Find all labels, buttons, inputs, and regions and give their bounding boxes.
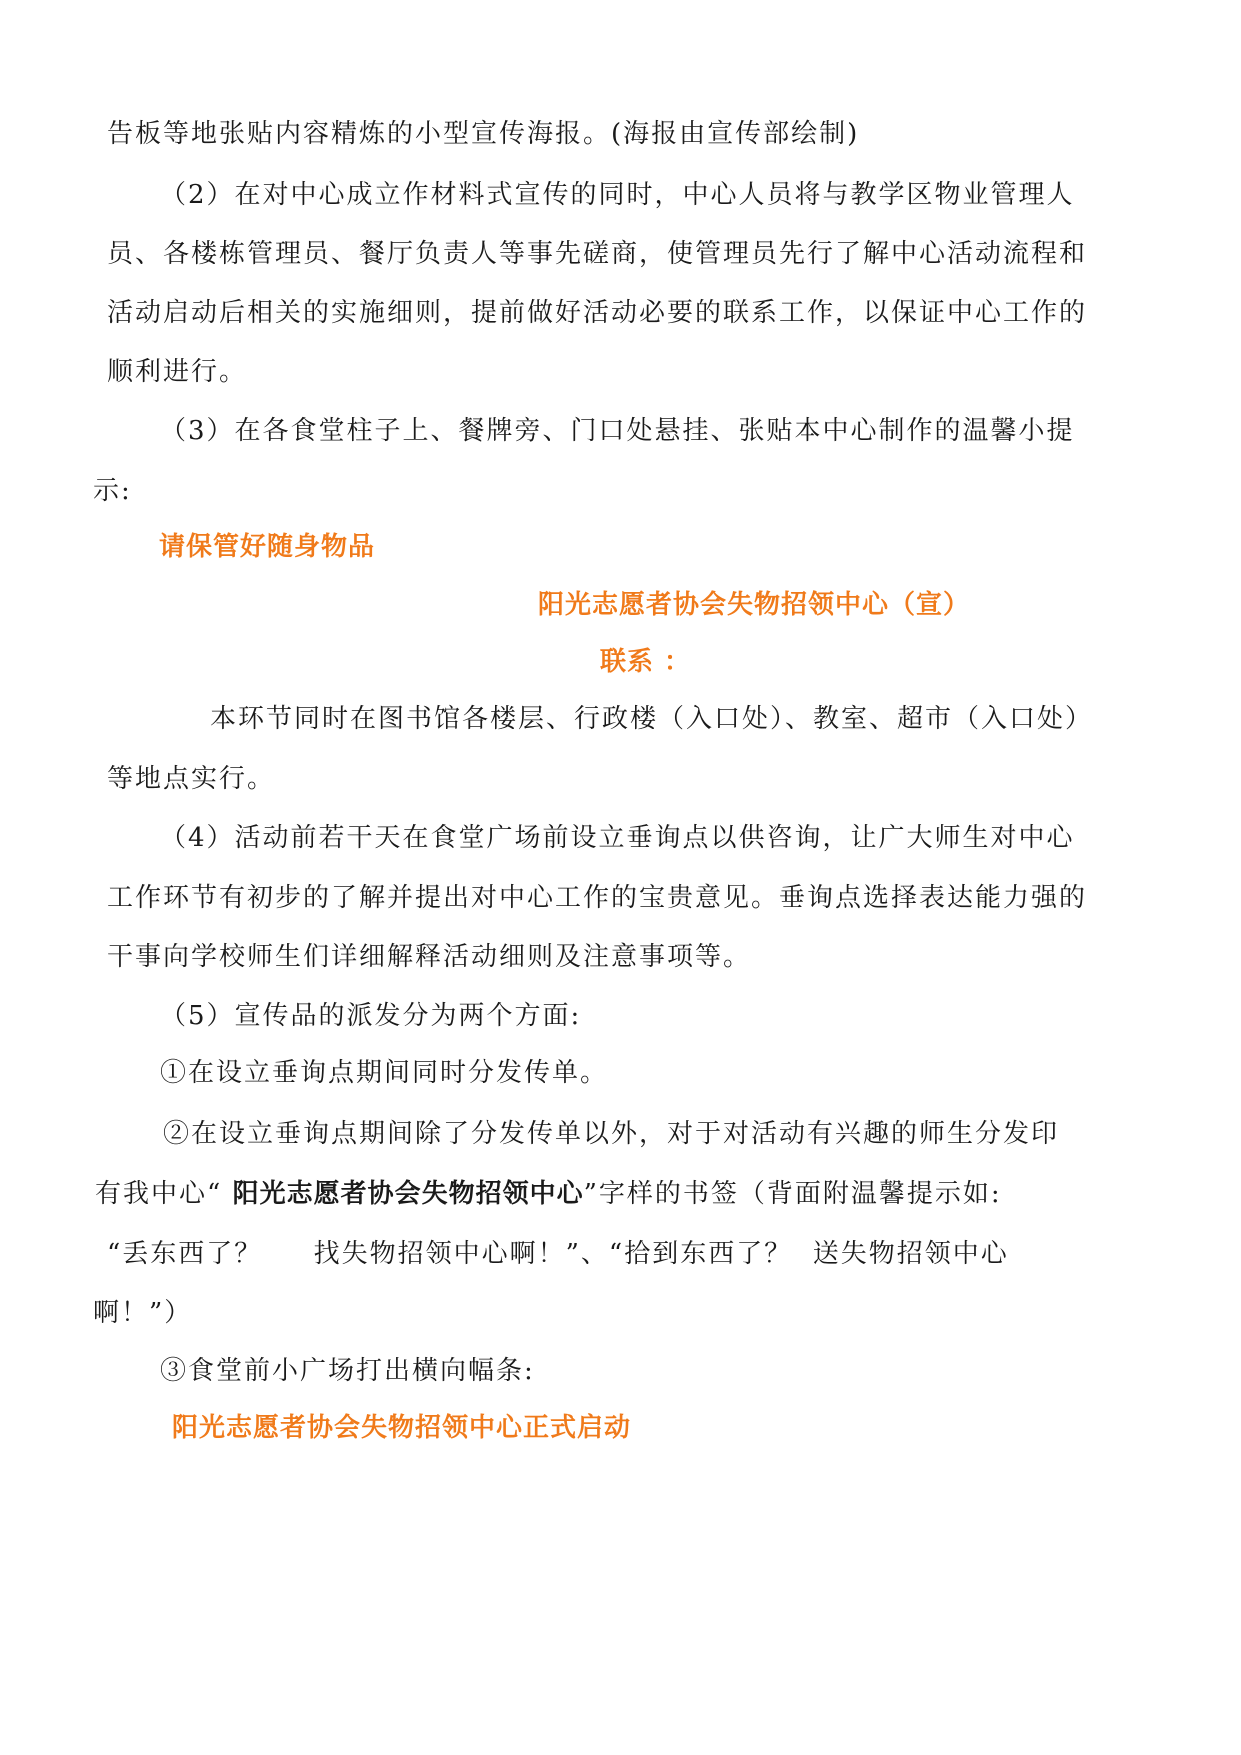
- quote-prefix: 有我中心“: [95, 1179, 233, 1209]
- paragraph-line: 活动启动后相关的实施细则，提前做好活动必要的联系工作，以保证中心工作的: [107, 298, 1088, 328]
- paragraph-line: 顺利进行。: [107, 357, 248, 387]
- notice-signature: 阳光志愿者协会失物招领中心（宣）: [538, 590, 971, 620]
- notice-title: 请保管好随身物品: [159, 532, 376, 562]
- paragraph-line: 等地点实行。: [107, 764, 276, 794]
- paragraph-line: 干事向学校师生们详细解释活动细则及注意事项等。: [107, 942, 752, 972]
- paragraph-line: “丢东西了？ 找失物招领中心啊！”、“拾到东西了？ 送失物招领中心: [107, 1239, 1009, 1269]
- paragraph-line: [95, 1177, 1002, 1211]
- quote-suffix: ”字样的书签（背面附温馨提示如:: [583, 1179, 1002, 1209]
- paragraph-line: 工作环节有初步的了解并提出对中心工作的宝贵意见。垂询点选择表达能力强的: [107, 883, 1088, 913]
- paragraph-line: 本环节同时在图书馆各楼层、行政楼（入口处）、教室、超市（入口处）: [210, 704, 1094, 734]
- banner-text: 阳光志愿者协会失物招领中心正式启动: [172, 1413, 632, 1443]
- paragraph-line: （3）在各食堂柱子上、餐牌旁、门口处悬挂、张贴本中心制作的温馨小提: [160, 416, 1075, 446]
- paragraph-line: ②在设立垂询点期间除了分发传单以外，对于对活动有兴趣的师生分发印: [163, 1119, 1060, 1149]
- paragraph-line: （4）活动前若干天在食堂广场前设立垂询点以供咨询，让广大师生对中心: [160, 823, 1075, 853]
- paragraph-line: 员、各楼栋管理员、餐厅负责人等事先磋商，使管理员先行了解中心活动流程和: [107, 239, 1088, 269]
- paragraph-line: ③食堂前小广场打出横向幅条:: [160, 1356, 535, 1386]
- paragraph-line: 告板等地张贴内容精炼的小型宣传海报。(海报由宣传部绘制): [107, 119, 860, 149]
- organization-name: 阳光志愿者协会失物招领中心: [232, 1179, 584, 1209]
- paragraph-line: 示:: [93, 476, 132, 506]
- paragraph-line: ①在设立垂询点期间同时分发传单。: [160, 1058, 609, 1088]
- paragraph-line: （5）宣传品的派发分为两个方面:: [160, 1001, 582, 1031]
- notice-contact: 联系 ：: [600, 647, 692, 677]
- paragraph-line: 啊！”）: [93, 1298, 193, 1328]
- paragraph-line: （2）在对中心成立作材料式宣传的同时，中心人员将与教学区物业管理人: [160, 180, 1075, 210]
